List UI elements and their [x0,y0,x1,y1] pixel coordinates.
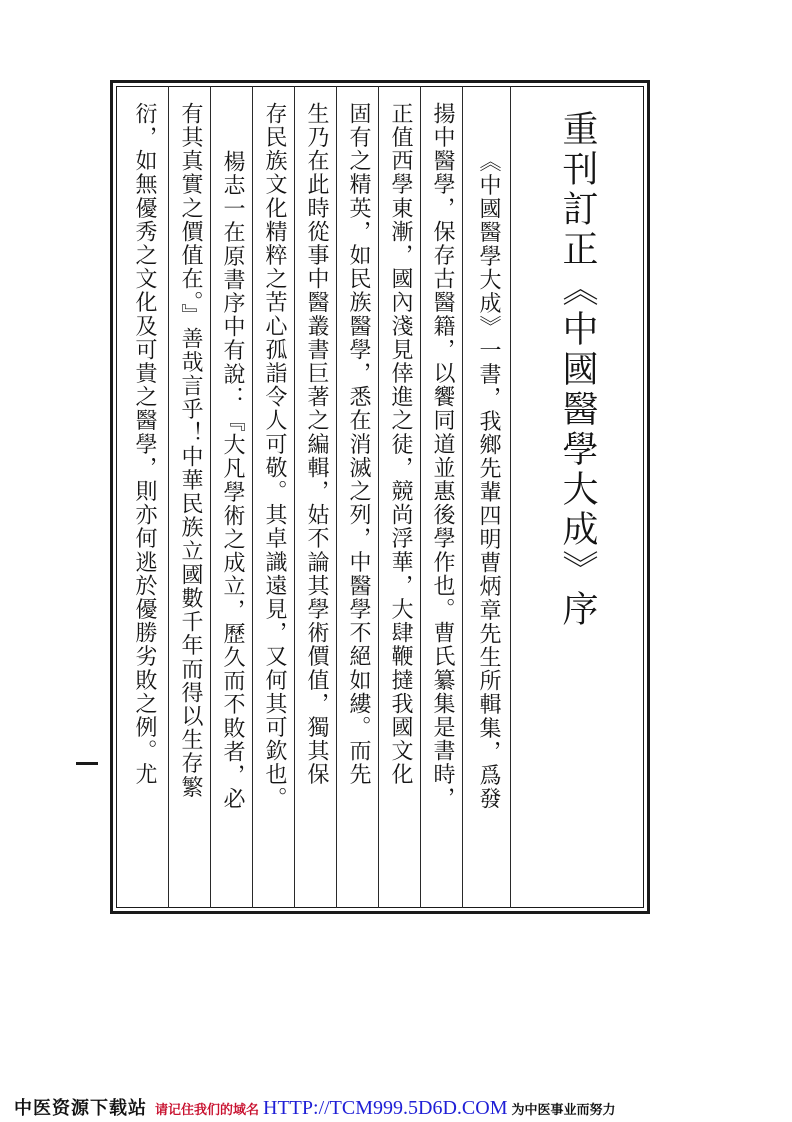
column-rule [420,86,421,908]
page-number [76,762,98,765]
footer-url-link[interactable]: HTTP://TCM999.5D6D.COM [263,1097,508,1119]
column-rule [252,86,253,908]
column-rule [510,86,511,908]
footer-site-name: 中医资源下载站 [14,1098,147,1119]
column-rule [210,86,211,908]
footer-slogan: 为中医事业而努力 [511,1103,616,1118]
document-title: 重刊訂正《中國醫學大成》序 [557,110,598,630]
footer-reminder: 请记住我们的域名 [155,1103,260,1118]
text-column-8: 有其真實之價值在。』善哉言乎！中華民族立國數千年而得以生存繁 [178,102,203,799]
column-rule [378,86,379,908]
column-rule [462,86,463,908]
text-column-6: 存民族文化精粹之苦心孤詣令人可敬。其卓識遠見，又何其可欽也。 [262,102,287,810]
text-column-2: 揚中醫學，保存古醫籍，以饗同道並惠後學作也。曹氏纂集是書時， [430,102,455,810]
text-column-5: 生乃在此時從事中醫叢書巨著之編輯，姑不論其學術價值，獨其保 [304,102,329,787]
text-column-3: 正值西學東漸，國內淺見倖進之徒，競尚浮華，大肆鞭撻我國文化 [388,102,413,787]
column-rule [336,86,337,908]
text-column-4: 固有之精英，如民族醫學，悉在消滅之列，中醫學不絕如縷。而先 [346,102,371,787]
text-column-1: 《中國醫學大成》一書，我鄉先輩四明曹炳章先生所輯集，爲發 [476,150,501,811]
text-column-9: 衍，如無優秀之文化及可貴之醫學，則亦何逃於優勝劣敗之例。尤 [132,102,157,787]
column-rule [168,86,169,908]
column-rule [294,86,295,908]
footer-banner [14,1094,780,1120]
text-column-7: 楊志一在原書序中有說：『大凡學術之成立，歷久而不敗者，必 [220,150,245,811]
